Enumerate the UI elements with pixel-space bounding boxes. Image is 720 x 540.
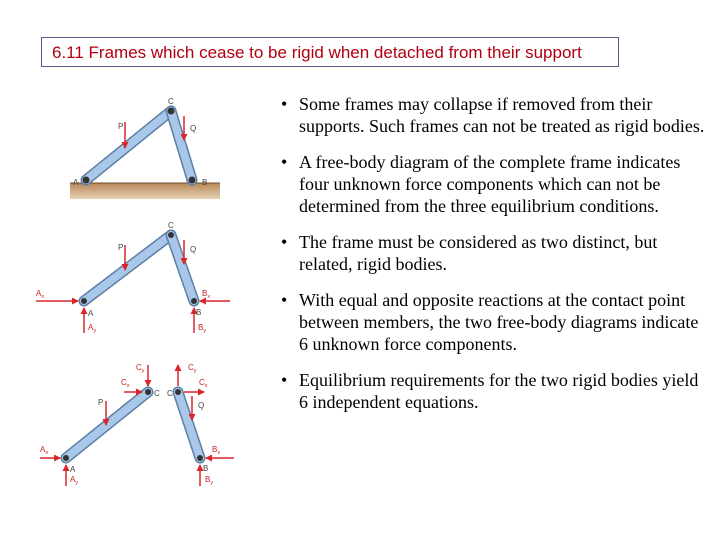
label-c-left: C bbox=[154, 389, 160, 398]
label-cx-left: $C_x$ bbox=[121, 378, 130, 389]
bullet-text: The frame must be considered as two distinct, but related, rigid bodies. bbox=[299, 232, 658, 274]
pin-a bbox=[63, 455, 69, 461]
slide-title: 6.11 Frames which cease to be rigid when detached from their support bbox=[52, 43, 582, 62]
pin-a bbox=[83, 177, 90, 184]
figure-2-complete-free-body bbox=[36, 221, 230, 334]
label-q: Q bbox=[198, 401, 205, 410]
figure-1-supported-frame bbox=[70, 97, 220, 199]
bullet-text: Equilibrium requirements for the two rigid bodies yield 6 independent equations. bbox=[299, 370, 699, 412]
frame-figures bbox=[0, 0, 280, 540]
label-ax: $A_x$ bbox=[40, 445, 49, 456]
bullet-dot: • bbox=[281, 232, 288, 252]
pin-c bbox=[168, 108, 175, 115]
label-by: $B_y$ bbox=[198, 323, 207, 334]
pin-b bbox=[197, 455, 203, 461]
label-b: B bbox=[196, 308, 202, 317]
label-bx: $B_x$ bbox=[202, 289, 211, 300]
figure-3-separated-free-bodies bbox=[40, 363, 234, 486]
label-a: A bbox=[88, 309, 94, 318]
label-p: P bbox=[118, 243, 124, 252]
pin-c-left bbox=[145, 389, 151, 395]
label-c: C bbox=[168, 97, 174, 106]
label-b: B bbox=[203, 464, 209, 473]
pin-b bbox=[189, 177, 196, 184]
bullet-list bbox=[281, 93, 711, 427]
pin-a bbox=[81, 298, 87, 304]
ground-surface bbox=[70, 183, 220, 199]
label-p: P bbox=[118, 122, 124, 131]
bullet-dot: • bbox=[281, 152, 288, 172]
pin-c-right bbox=[175, 389, 181, 395]
bullet-dot: • bbox=[281, 370, 288, 390]
label-a: A bbox=[70, 465, 76, 474]
label-cy-left: $C_y$ bbox=[136, 363, 145, 374]
bullet-item bbox=[281, 151, 711, 217]
label-p: P bbox=[98, 398, 104, 407]
label-cy-right: $C_y$ bbox=[188, 363, 197, 374]
pin-c bbox=[168, 232, 174, 238]
bullet-text: A free-body diagram of the complete frame indicates four unknown force components which can not be determined from the three equilibrium conditions. bbox=[299, 152, 681, 216]
bullet-item bbox=[281, 369, 711, 413]
bullet-item bbox=[281, 289, 711, 355]
label-b: B bbox=[202, 178, 208, 187]
bullet-dot: • bbox=[281, 94, 288, 114]
label-q: Q bbox=[190, 124, 197, 133]
pin-b bbox=[191, 298, 197, 304]
label-by: $B_y$ bbox=[205, 475, 214, 486]
label-bx: $B_x$ bbox=[212, 445, 221, 456]
bullet-text: Some frames may collapse if removed from their supports. Such frames can not be treated as rigid bodies. bbox=[299, 94, 705, 136]
bullet-text: With equal and opposite reactions at the contact point between members, the two free-body diagrams indicate 6 unknown force components. bbox=[299, 290, 699, 354]
bullet-item bbox=[281, 231, 711, 275]
bullet-item bbox=[281, 93, 711, 137]
bullet-dot: • bbox=[281, 290, 288, 310]
label-q: Q bbox=[190, 245, 197, 254]
label-ax: $A_x$ bbox=[36, 289, 45, 300]
label-c-right: C bbox=[167, 389, 173, 398]
label-ay: $A_y$ bbox=[88, 323, 97, 334]
label-cx-right: $C_x$ bbox=[199, 378, 208, 389]
label-a: A bbox=[73, 178, 79, 187]
label-ay: $A_y$ bbox=[70, 475, 79, 486]
label-c: C bbox=[168, 221, 174, 230]
